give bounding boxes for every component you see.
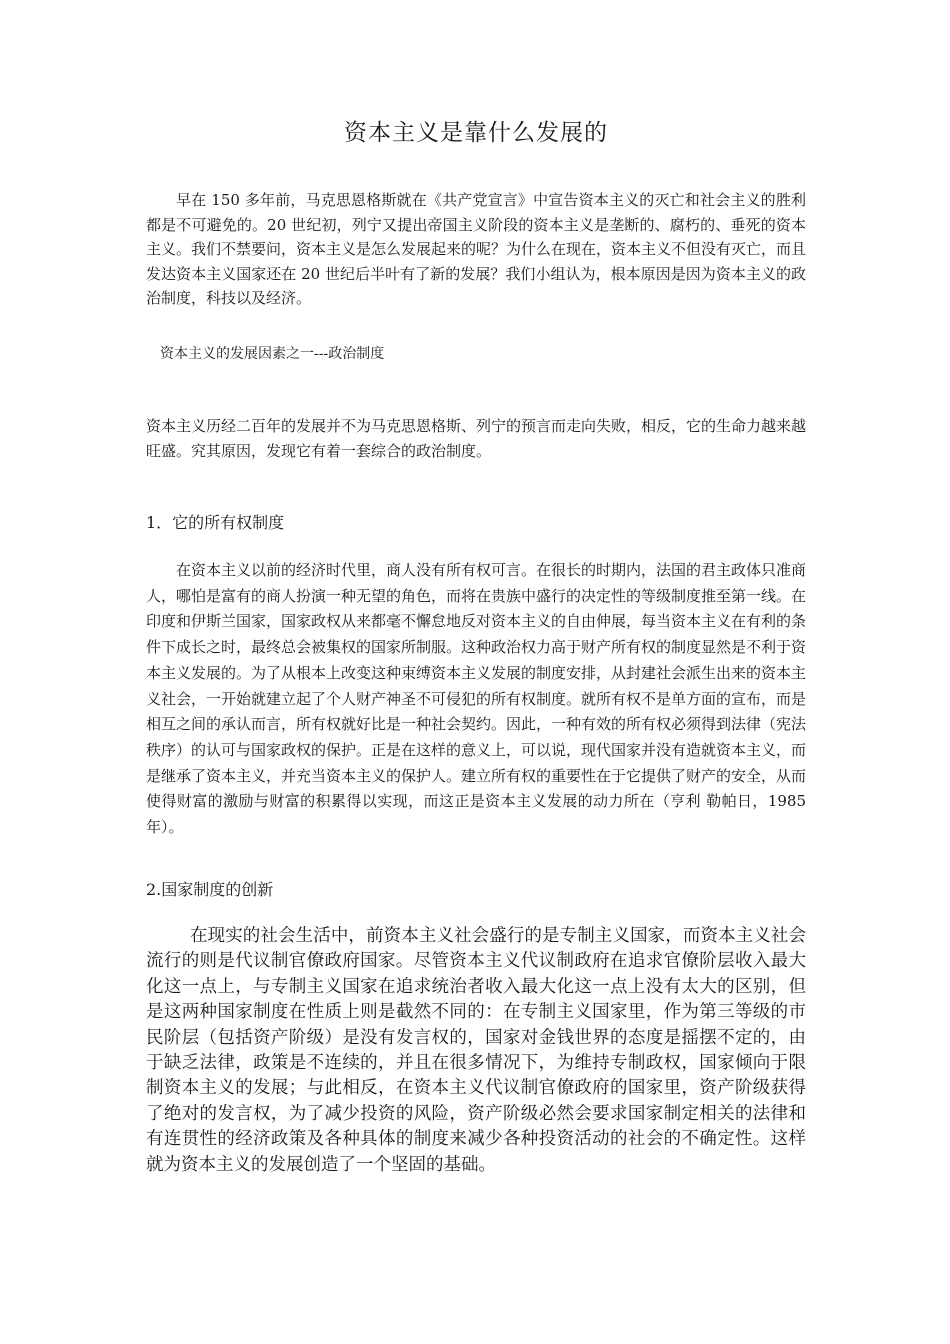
- subsection-2-heading: 2.国家制度的创新: [146, 880, 274, 899]
- overview-paragraph: 资本主义历经二百年的发展并不为马克思恩格斯、列宁的预言而走向失败，相反，它的生命力越来越旺盛。究其原因，发现它有着一套综合的政治制度。: [146, 417, 807, 460]
- intro-paragraph: 早在 150 多年前，马克思恩格斯就在《共产党宣言》中宣告资本主义的灭亡和社会主义的胜利都是不可避免的。20 世纪初，列宁又提出帝国主义阶段的资本主义是垄断的、腐朽的、垂死的资本主义。我们不禁要问，资本主义是怎么发展起来的呢？为什么在现在，资本主义不但没有灭亡，而且发达资本主义国家还在 20 世纪后半叶有了新的发展？我们小组认为，根本原因是因为资本主义的政治制度，科技以及经济。: [146, 191, 807, 307]
- subsection-1-paragraph: 在资本主义以前的经济时代里，商人没有所有权可言。在很长的时期内，法国的君主政体只准商人，哪怕是富有的商人扮演一种无望的角色，而将在贵族中盛行的决定性的等级制度推至第一线。在印度和伊斯兰国家，国家政权从来都毫不懈怠地反对资本主义的自由伸展，每当资本主义在有利的条件下成长之时，最终总会被集权的国家所制服。这种政治权力高于财产所有权的制度显然是不利于资本主义发展的。为了从根本上改变这种束缚资本主义发展的制度安排，从封建社会派生出来的资本主义社会，一开始就建立起了个人财产神圣不可侵犯的所有权制度。就所有权不是单方面的宣布，而是相互之间的承认而言，所有权就好比是一种社会契约。因此，一种有效的所有权必须得到法律（宪法秩序）的认可与国家政权的保护。正是在这样的意义上，可以说，现代国家并没有造就资本主义，而是继承了资本主义，并充当资本主义的保护人。建立所有权的重要性在于它提供了财产的安全，从而使得财富的激励与财富的积累得以实现，而这正是资本主义发展的动力所在（亨利 勒帕日，1985 年）。: [146, 561, 807, 837]
- section-heading: 资本主义的发展因素之一---政治制度: [160, 346, 385, 362]
- page-title: 资本主义是靠什么发展的: [344, 120, 608, 146]
- subsection-1-heading: 1．它的所有权制度: [146, 513, 285, 532]
- subsection-2-paragraph: 在现实的社会生活中，前资本主义社会盛行的是专制主义国家，而资本主义社会流行的则是代议制官僚政府国家。尽管资本主义代议制政府在追求官僚阶层收入最大化这一点上，与专制主义国家在追求统治者收入最大化这一点上没有太大的区别，但是这两种国家制度在性质上则是截然不同的：在专制主义国家里，作为第三等级的市民阶层（包括资产阶级）是没有发言权的，国家对金钱世界的态度是摇摆不定的，由于缺乏法律，政策是不连续的，并且在很多情况下，为维持专制政权，国家倾向于限制资本主义的发展；与此相反，在资本主义代议制官僚政府的国家里，资产阶级获得了绝对的发言权，为了减少投资的风险，资产阶级必然会要求国家制定相关的法律和有连贯性的经济政策及各种具体的制度来减少各种投资活动的社会的不确定性。这样就为资本主义的发展创造了一个坚固的基础。: [146, 926, 806, 1175]
